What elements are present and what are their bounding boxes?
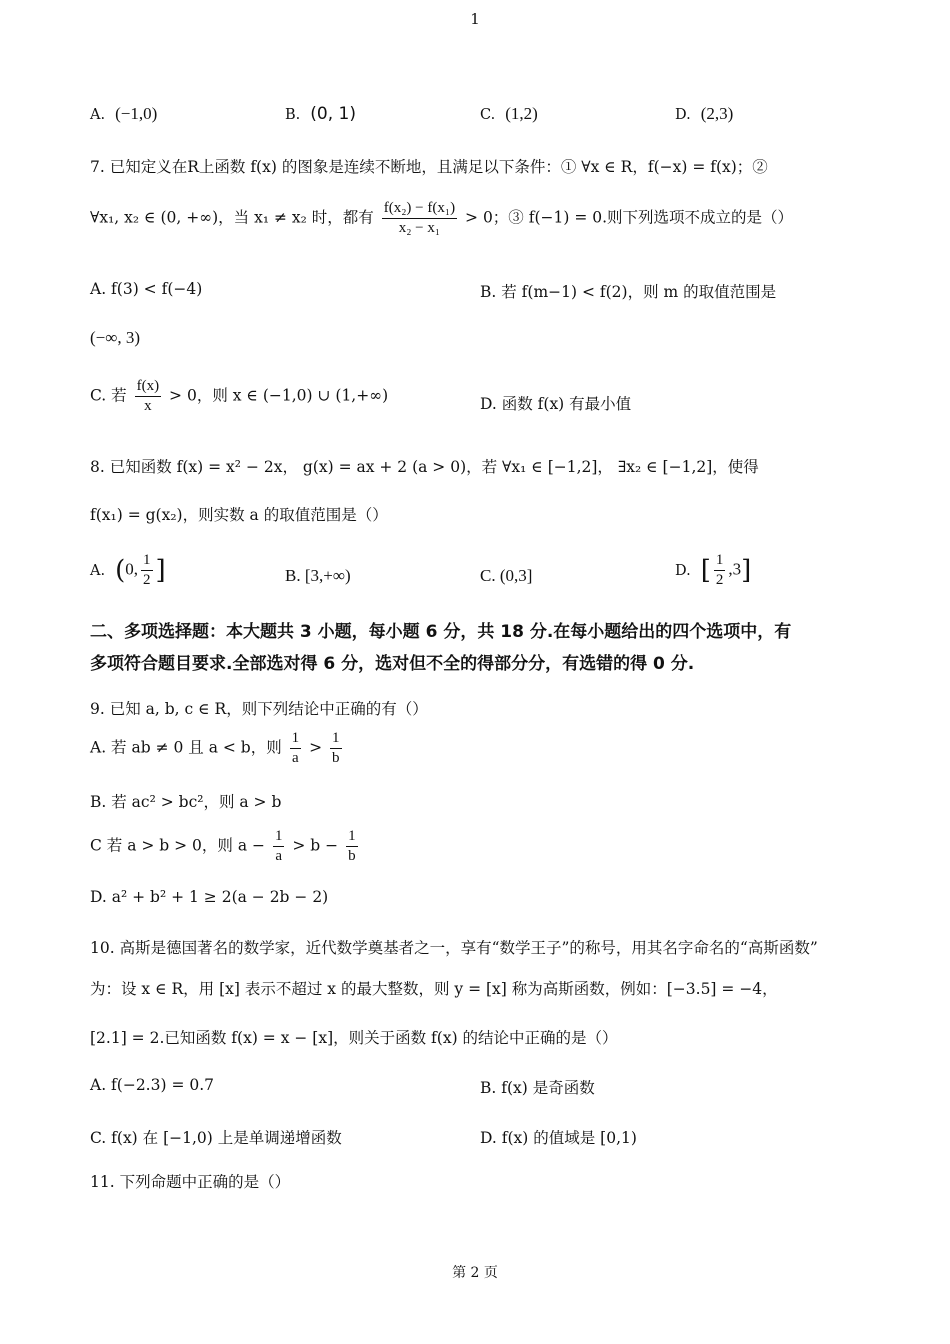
section-heading-line1: 二、多项选择题：本大题共 3 小题，每小题 6 分，共 18 分.在每小题给出的四个选项中，有	[90, 622, 792, 642]
q9-option-a	[90, 730, 345, 767]
q7-stem-line2	[90, 200, 793, 237]
q8-option-d-denominator: 2	[715, 572, 724, 588]
q9-option-a-frac2	[330, 730, 342, 767]
q7-option-b: B. 若 f(m−1) < f(2)，则 m 的取值范围是	[480, 283, 777, 301]
q8-option-d-post: ,3	[728, 559, 742, 579]
q7-option-c-prefix: C. 若	[90, 386, 127, 405]
q6-option-c-text: (1,2)	[505, 104, 538, 123]
q9-option-c-frac1-den: a	[275, 848, 283, 864]
section-heading	[90, 616, 870, 680]
q7-option-d: D. 函数 f(x) 有最小值	[480, 395, 632, 413]
q8-option-a-denominator: 2	[143, 572, 151, 588]
q6-option-a-text: (−1,0)	[115, 104, 158, 123]
q7-option-c-numerator: f(x)	[135, 378, 162, 397]
q7-option-c	[90, 378, 388, 415]
q9-option-a-frac2-num: 1	[330, 730, 342, 749]
q8-option-c: C. (0,3]	[480, 566, 533, 585]
q9-option-c-frac1-num: 1	[273, 828, 285, 847]
q9-option-c-frac2	[346, 828, 358, 865]
q6-option-c	[480, 104, 538, 124]
q8-option-d-fraction	[714, 552, 726, 589]
q8-option-d-label: D.	[675, 562, 691, 579]
q6-option-c-label: C.	[480, 107, 496, 123]
q7-line2-prefix: ∀x₁, x₂ ∈ (0, +∞)，当 x₁ ≠ x₂ 时，都有	[90, 208, 374, 227]
q11-stem: 11. 下列命题中正确的是（）	[90, 1173, 291, 1191]
q8-option-a-pre: 0,	[125, 559, 138, 579]
q8-option-d-numerator: 1	[714, 552, 726, 571]
q9-option-b: B. 若 ac² > bc²，则 a > b	[90, 793, 282, 811]
q10-option-b: B. f(x) 是奇函数	[480, 1079, 595, 1097]
q10-stem-line3: [2.1] = 2.已知函数 f(x) = x − [x]，则关于函数 f(x) 的结论中正确的是（）	[90, 1029, 618, 1047]
q8-stem-line1: 8. 已知函数 f(x) = x² − 2x， g(x) = ax + 2 (a > 0)，若 ∀x₁ ∈ [−1,2]， ∃x₂ ∈ [−1,2]，使得	[90, 458, 759, 476]
page-number: 1	[470, 10, 480, 28]
q6-option-a-label: A.	[90, 107, 106, 123]
q7-option-c-denominator: x	[144, 398, 152, 414]
q9-option-c-prefix: C 若 a > b > 0，则 a −	[90, 836, 266, 855]
q9-option-a-frac1-num: 1	[290, 730, 302, 749]
q7-option-c-suffix: > 0，则 x ∈ (−1,0) ∪ (1,+∞)	[169, 386, 389, 405]
q9-option-d: D. a² + b² + 1 ≥ 2(a − 2b − 2)	[90, 888, 329, 906]
q9-option-c	[90, 828, 361, 865]
q6-option-a	[90, 104, 157, 124]
q8-option-d: D. [ $\frac{1}{2}$ ,3]	[675, 552, 752, 588]
q6-option-d-text: (2,3)	[700, 104, 734, 123]
q10-stem-line1: 10. 高斯是德国著名的数学家，近代数学奠基者之一，享有“数学王子”的称号，用其名字命名的“高斯函数”	[90, 939, 818, 957]
q7-line2-suffix: > 0；③ f(−1) = 0.则下列选项不成立的是（）	[465, 208, 794, 227]
page-footer: 第 2 页	[452, 1265, 498, 1281]
q8-option-b: B. [3,+∞)	[285, 566, 351, 585]
q10-option-a: A. f(−2.3) = 0.7	[90, 1076, 215, 1094]
q8-option-a-fraction	[141, 552, 153, 589]
q10-option-c: C. f(x) 在 [−1,0) 上是单调递增函数	[90, 1129, 342, 1147]
q9-option-a-prefix: A. 若 ab ≠ 0 且 a < b，则	[90, 738, 282, 757]
q10-option-d: D. f(x) 的值域是 [0,1)	[480, 1129, 637, 1147]
q6-option-d-label: D.	[675, 107, 691, 123]
q7-option-a: A. f(3) < f(−4)	[90, 280, 203, 298]
section-heading-line2: 多项符合题目要求.全部选对得 6 分，选对但不全的得部分分，有选错的得 0 分.	[90, 654, 695, 674]
q8-stem-line2: f(x₁) = g(x₂)，则实数 a 的取值范围是（）	[90, 506, 388, 524]
q6-option-d	[675, 104, 733, 124]
q8-option-a: A. (0, $\frac{1}{2}$ ]	[90, 552, 166, 588]
q7-option-b-continuation: (−∞, 3)	[90, 328, 141, 347]
q9-option-c-frac2-den: b	[348, 848, 356, 864]
q6-option-b-text: (0, 1)	[310, 104, 356, 124]
q9-option-c-frac1	[273, 828, 285, 865]
q7-frac-numerator: f(x₂) − f(x₁)	[382, 200, 457, 219]
q9-option-c-frac2-num: 1	[346, 828, 358, 847]
q9-option-c-mid: > b −	[292, 836, 339, 855]
q9-option-a-mid: >	[309, 738, 323, 757]
q7-frac-denominator: x₂ − x₁	[398, 220, 441, 236]
q9-option-a-frac1	[290, 730, 302, 767]
q9-option-a-frac1-den: a	[292, 750, 299, 766]
q6-option-b	[285, 104, 356, 124]
q9-stem: 9. 已知 a, b, c ∈ R，则下列结论中正确的有（）	[90, 700, 428, 718]
q8-option-a-numerator: 1	[141, 552, 153, 571]
q7-fraction	[382, 200, 457, 237]
q8-option-a-label: A.	[90, 562, 106, 579]
q9-option-a-frac2-den: b	[332, 750, 340, 766]
q7-stem-line1: 7. 已知定义在R上函数 f(x) 的图象是连续不断地，且满足以下条件：① ∀x ∈ R，f(−x) = f(x)；②	[90, 158, 768, 176]
q10-stem-line2: 为：设 x ∈ R，用 [x] 表示不超过 x 的最大整数，则 y = [x] 称为高斯函数，例如：[−3.5] = −4，	[90, 980, 778, 998]
q6-option-b-label: B.	[285, 107, 301, 123]
q7-option-c-fraction	[135, 378, 162, 415]
